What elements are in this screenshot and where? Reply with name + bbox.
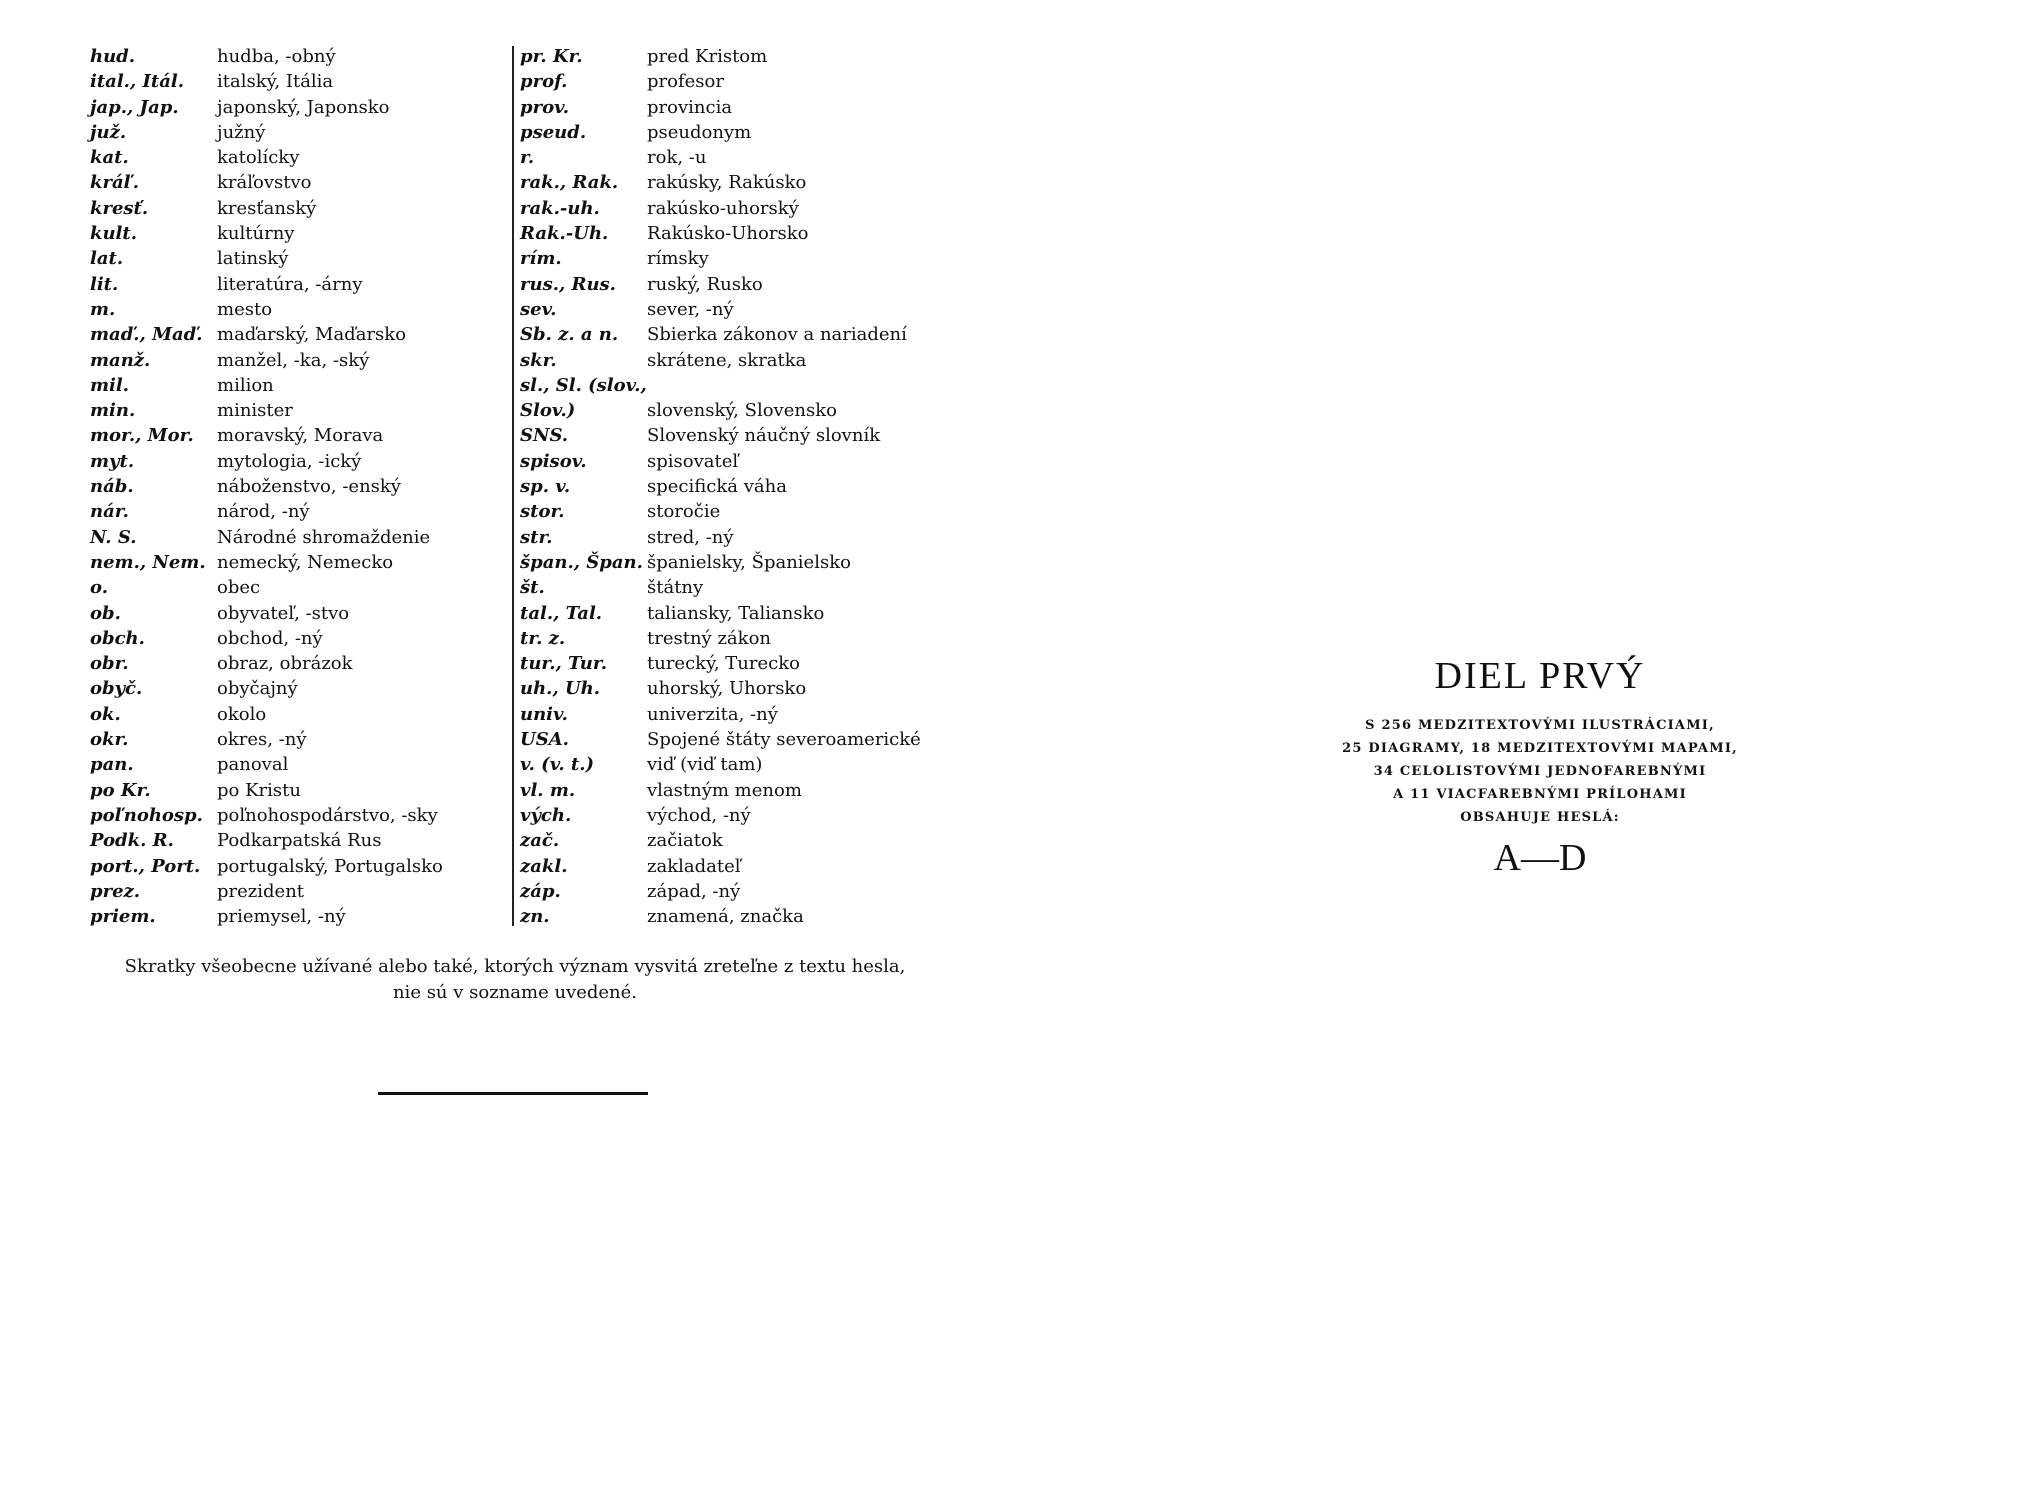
abbreviation-meaning: rímsky <box>647 248 709 270</box>
abbreviation-term: USA. <box>520 729 569 751</box>
abbreviation-term: m. <box>90 298 116 320</box>
abbreviation-meaning: Spojené štáty severoamerické <box>647 729 921 751</box>
abbreviation-term: maď., Maď. <box>90 324 203 346</box>
abbreviation-term: záp. <box>520 880 561 902</box>
abbreviation-term: obr. <box>90 653 129 675</box>
abbreviation-term: sl., Sl. (slov., <box>520 374 647 396</box>
abbreviation-meaning: mytologia, -ický <box>217 450 362 472</box>
abbreviation-row <box>90 499 510 524</box>
abbreviation-row <box>90 778 510 803</box>
abbreviation-term: tal., Tal. <box>520 602 603 624</box>
abbreviation-row <box>90 196 510 221</box>
abbreviation-meaning: začiatok <box>647 830 723 852</box>
abbreviation-row <box>90 702 510 727</box>
abbreviation-row <box>520 170 970 195</box>
abbreviation-row <box>90 879 510 904</box>
abbreviation-row <box>520 322 970 347</box>
abbreviation-term: stor. <box>520 501 565 523</box>
abbreviation-row <box>520 44 970 69</box>
abbreviation-meaning: zakladateľ <box>647 855 741 877</box>
abbreviation-meaning: manžel, -ka, -ský <box>217 349 370 371</box>
abbreviation-term: ok. <box>90 703 121 725</box>
abbreviation-meaning: južný <box>217 121 266 143</box>
abbreviation-row <box>520 398 970 423</box>
abbreviation-meaning: storočie <box>647 501 721 523</box>
abbreviation-meaning: ruský, Rusko <box>647 273 763 295</box>
abbreviation-row <box>520 550 970 575</box>
abbreviation-row <box>90 398 510 423</box>
abbreviation-meaning: nemecký, Nemecko <box>217 551 394 573</box>
abbreviation-term: min. <box>90 400 136 422</box>
abbreviation-meaning: univerzita, -ný <box>647 703 778 725</box>
abbreviation-term: rak.-uh. <box>520 197 600 219</box>
abbreviation-row <box>520 196 970 221</box>
abbreviation-term: zakl. <box>520 855 568 877</box>
abbreviation-term: okr. <box>90 729 129 751</box>
abbreviation-meaning: západ, -ný <box>647 880 741 902</box>
abbreviation-row <box>90 170 510 195</box>
abbreviation-term: r. <box>520 147 535 169</box>
abbreviation-meaning: trestný zákon <box>647 627 771 649</box>
abbreviation-term: kráľ. <box>90 172 140 194</box>
abbreviation-row <box>520 879 970 904</box>
abbreviation-term: tur., Tur. <box>520 653 607 675</box>
decorative-rule <box>378 1092 648 1095</box>
abbreviation-term: pr. Kr. <box>520 46 583 67</box>
abbreviation-meaning: skrátene, skratka <box>647 349 807 371</box>
abbreviation-term: kult. <box>90 223 137 245</box>
abbreviation-term: Sb. z. a n. <box>520 324 619 346</box>
abbreviation-meaning: taliansky, Taliansko <box>647 602 825 624</box>
abbreviation-meaning: poľnohospodárstvo, -sky <box>217 804 438 826</box>
abbreviation-row <box>90 272 510 297</box>
abbreviation-meaning: obchod, -ný <box>217 627 323 649</box>
abbreviation-meaning: spisovateľ <box>647 450 739 472</box>
abbreviation-meaning: obec <box>217 577 261 599</box>
abbreviation-term: špan., Špan. <box>520 551 643 573</box>
abbreviation-meaning: obraz, obrázok <box>217 653 353 675</box>
abbreviation-row <box>90 727 510 752</box>
abbreviation-row <box>90 246 510 271</box>
abbreviation-term: prov. <box>520 96 569 118</box>
abbreviation-term: v. (v. t.) <box>520 754 594 776</box>
abbreviation-row <box>90 474 510 499</box>
abbreviation-row <box>90 120 510 145</box>
abbreviation-meaning: španielsky, Španielsko <box>647 551 851 573</box>
volume-title: DIEL PRVÝ <box>1434 655 1646 697</box>
volume-desc-line: 34 CELOLISTOVÝMI JEDNOFAREBNÝMI <box>1373 764 1707 779</box>
abbreviation-row <box>520 95 970 120</box>
abbreviation-meaning: priemysel, -ný <box>217 906 346 928</box>
abbreviation-meaning: štátny <box>647 577 704 599</box>
column-divider <box>512 46 514 926</box>
abbreviation-meaning: pseudonym <box>647 121 752 143</box>
abbreviation-row <box>520 525 970 550</box>
abbreviation-term: lat. <box>90 248 124 270</box>
abbreviation-row <box>90 752 510 777</box>
abbreviation-meaning: japonský, Japonsko <box>217 96 390 118</box>
abbreviation-term: Rak.-Uh. <box>520 223 609 245</box>
abbreviation-row <box>520 272 970 297</box>
abbreviation-term: ob. <box>90 602 121 624</box>
abbreviation-meaning: hudba, -obný <box>217 46 336 67</box>
abbreviation-term: št. <box>520 577 545 599</box>
abbreviation-row <box>90 95 510 120</box>
abbreviation-term: obyč. <box>90 678 143 700</box>
abbreviation-term: náb. <box>90 476 134 498</box>
abbreviation-meaning: kultúrny <box>217 223 295 245</box>
abbreviation-row <box>520 651 970 676</box>
abbreviation-meaning: rakúsky, Rakúsko <box>647 172 807 194</box>
volume-desc-line: A 11 VIACFAREBNÝMI PRÍLOHAMI <box>1393 787 1687 802</box>
abbreviation-term: rak., Rak. <box>520 172 619 194</box>
abbreviation-meaning: literatúra, -árny <box>217 273 363 295</box>
abbreviation-row <box>520 474 970 499</box>
abbreviation-meaning: okolo <box>217 703 267 725</box>
abbreviation-meaning: uhorský, Uhorsko <box>647 678 807 700</box>
abbreviation-meaning: kráľovstvo <box>217 172 312 194</box>
volume-description <box>1300 714 1780 829</box>
abbreviation-row <box>520 601 970 626</box>
abbreviation-meaning: mesto <box>217 298 273 320</box>
abbreviation-term: pan. <box>90 754 134 776</box>
abbreviation-term: vl. m. <box>520 779 576 801</box>
abbreviation-meaning: po Kristu <box>217 779 301 801</box>
abbreviation-term: myt. <box>90 450 135 472</box>
abbreviation-row <box>520 449 970 474</box>
abbreviation-meaning: obyčajný <box>217 678 298 700</box>
abbreviation-meaning: národ, -ný <box>217 501 310 523</box>
abbreviation-meaning: moravský, Morava <box>217 425 384 447</box>
abbreviation-meaning: panoval <box>217 754 289 776</box>
abbreviation-meaning: milion <box>217 374 274 396</box>
abbreviation-row <box>520 373 970 398</box>
abbreviation-term: vých. <box>520 804 572 826</box>
abbreviation-term: rím. <box>520 248 562 270</box>
abbreviation-row <box>90 373 510 398</box>
abbreviation-meaning: Sbierka zákonov a nariadení <box>647 324 907 346</box>
abbreviation-column-right <box>520 44 970 929</box>
abbreviation-row <box>90 651 510 676</box>
abbreviation-term: jap., Jap. <box>90 96 179 118</box>
abbreviation-row <box>520 778 970 803</box>
abbreviation-term: poľnohosp. <box>90 804 203 826</box>
abbreviation-meaning: stred, -ný <box>647 526 734 548</box>
abbreviation-meaning: portugalský, Portugalsko <box>217 855 443 877</box>
abbreviation-row <box>520 246 970 271</box>
abbreviation-term: SNS. <box>520 425 569 447</box>
abbreviation-row <box>520 854 970 879</box>
abbreviation-meaning: specifická váha <box>647 476 787 498</box>
abbreviation-row <box>520 69 970 94</box>
abbreviation-row <box>520 423 970 448</box>
abbreviation-term: sp. v. <box>520 476 571 498</box>
abbreviation-meaning: italský, Itália <box>217 71 334 93</box>
abbreviation-row <box>90 904 510 929</box>
abbreviation-term: po Kr. <box>90 779 151 801</box>
abbreviation-meaning: okres, -ný <box>217 729 307 751</box>
abbreviation-term: manž. <box>90 349 151 371</box>
abbreviation-term: N. S. <box>90 526 137 548</box>
abbreviation-meaning: kresťanský <box>217 197 317 219</box>
abbreviation-term: obch. <box>90 627 145 649</box>
abbreviation-term: kat. <box>90 147 129 169</box>
abbreviation-row <box>520 904 970 929</box>
volume-desc-line: S 256 MEDZITEXTOVÝMI ILUSTRÁCIAMI, <box>1365 718 1715 733</box>
abbreviation-term: mor., Mor. <box>90 425 194 447</box>
abbreviation-row <box>90 828 510 853</box>
abbreviation-term: nár. <box>90 501 129 523</box>
abbreviation-term: spisov. <box>520 450 587 472</box>
abbreviation-term: str. <box>520 526 553 548</box>
abbreviation-row <box>90 601 510 626</box>
abbreviation-row <box>90 803 510 828</box>
abbreviation-term: tr. z. <box>520 627 566 649</box>
note-line-1: Skratky všeobecne užívané alebo také, ktorých význam vysvitá zreteľne z textu hesla, <box>124 956 906 977</box>
abbreviation-term: skr. <box>520 349 557 371</box>
abbreviation-meaning: provincia <box>647 96 733 118</box>
abbreviation-row <box>90 626 510 651</box>
abbreviation-row <box>520 145 970 170</box>
abbreviation-term: Slov.) <box>520 400 576 422</box>
abbreviation-row <box>90 145 510 170</box>
abbreviation-term: hud. <box>90 46 136 67</box>
abbreviation-row <box>520 575 970 600</box>
abbreviation-row <box>90 423 510 448</box>
abbreviation-term: kresť. <box>90 197 149 219</box>
volume-desc-line: OBSAHUJE HESLÁ: <box>1460 810 1620 825</box>
abbreviation-term: uh., Uh. <box>520 678 601 700</box>
abbreviation-term: zač. <box>520 830 560 852</box>
abbreviation-row <box>520 828 970 853</box>
abbreviation-meaning: obyvateľ, -stvo <box>217 602 350 624</box>
abbreviation-meaning: Národné shromaždenie <box>217 526 431 548</box>
volume-title-page <box>1300 0 1780 1500</box>
abbreviation-row <box>520 626 970 651</box>
abbreviation-term: mil. <box>90 374 129 396</box>
abbreviation-row <box>90 348 510 373</box>
abbreviation-term: zn. <box>520 906 550 928</box>
abbreviation-row <box>520 499 970 524</box>
abbreviation-row <box>520 702 970 727</box>
abbreviation-row <box>90 575 510 600</box>
abbreviation-meaning: rok, -u <box>647 147 707 169</box>
abbreviation-term: lit. <box>90 273 119 295</box>
abbreviation-meaning: náboženstvo, -enský <box>217 476 401 498</box>
abbreviation-meaning: latinský <box>217 248 289 270</box>
abbreviation-meaning: východ, -ný <box>647 804 751 826</box>
abbreviation-meaning: Rakúsko-Uhorsko <box>647 223 809 245</box>
abbreviation-row <box>520 297 970 322</box>
abbreviation-row <box>520 752 970 777</box>
note-line-2: nie sú v sozname uvedené. <box>392 982 638 1003</box>
abbreviation-term: Podk. R. <box>90 830 174 852</box>
abbreviation-term: nem., Nem. <box>90 551 206 573</box>
abbreviation-meaning: sever, -ný <box>647 298 734 320</box>
abbreviation-meaning: vlastným menom <box>647 779 802 801</box>
abbreviation-meaning: maďarský, Maďarsko <box>217 324 407 346</box>
abbreviation-row <box>90 69 510 94</box>
abbreviation-meaning: viď (viď tam) <box>647 754 763 776</box>
abbreviation-term: pseud. <box>520 121 587 143</box>
abbreviation-row <box>90 322 510 347</box>
abbreviation-meaning: slovenský, Slovensko <box>647 400 837 422</box>
abbreviation-term: prof. <box>520 71 568 93</box>
abbreviation-row <box>90 221 510 246</box>
abbreviation-row <box>90 44 510 69</box>
abbreviation-row <box>90 550 510 575</box>
abbreviation-term: juž. <box>90 121 127 143</box>
abbreviation-term: o. <box>90 577 108 599</box>
abbreviation-meaning: turecký, Turecko <box>647 653 800 675</box>
volume-desc-line: 25 DIAGRAMY, 18 MEDZITEXTOVÝMI MAPAMI, <box>1342 741 1738 756</box>
abbreviation-meaning: minister <box>217 400 293 422</box>
abbreviation-term: ital., Itál. <box>90 71 184 93</box>
abbreviation-row <box>520 221 970 246</box>
abbreviation-meaning: znamená, značka <box>647 906 804 928</box>
abbreviation-row <box>90 297 510 322</box>
abbreviation-meaning: rakúsko-uhorský <box>647 197 799 219</box>
abbreviation-meaning: Slovenský náučný slovník <box>647 425 881 447</box>
abbreviation-row <box>520 676 970 701</box>
abbreviation-term: priem. <box>90 906 156 928</box>
abbreviation-meaning: katolícky <box>217 147 300 169</box>
abbreviation-row <box>520 120 970 145</box>
abbreviations-page <box>0 0 1000 1500</box>
abbreviation-term: sev. <box>520 298 557 320</box>
abbreviation-row <box>90 854 510 879</box>
abbreviation-column-left <box>90 44 510 929</box>
abbreviation-meaning: prezident <box>217 880 305 902</box>
abbreviation-row <box>90 525 510 550</box>
abbreviation-meaning: Podkarpatská Rus <box>217 830 382 852</box>
abbreviation-term: univ. <box>520 703 568 725</box>
abbreviation-term: prez. <box>90 880 141 902</box>
abbreviation-term: port., Port. <box>90 855 201 877</box>
abbreviation-row <box>90 449 510 474</box>
abbreviation-row <box>90 676 510 701</box>
volume-range: A—D <box>1493 837 1587 879</box>
abbreviations-note <box>100 954 930 1006</box>
abbreviation-row <box>520 348 970 373</box>
abbreviation-meaning: profesor <box>647 71 724 93</box>
abbreviation-meaning: pred Kristom <box>647 46 768 67</box>
abbreviation-term: rus., Rus. <box>520 273 616 295</box>
abbreviation-row <box>520 727 970 752</box>
abbreviation-row <box>520 803 970 828</box>
